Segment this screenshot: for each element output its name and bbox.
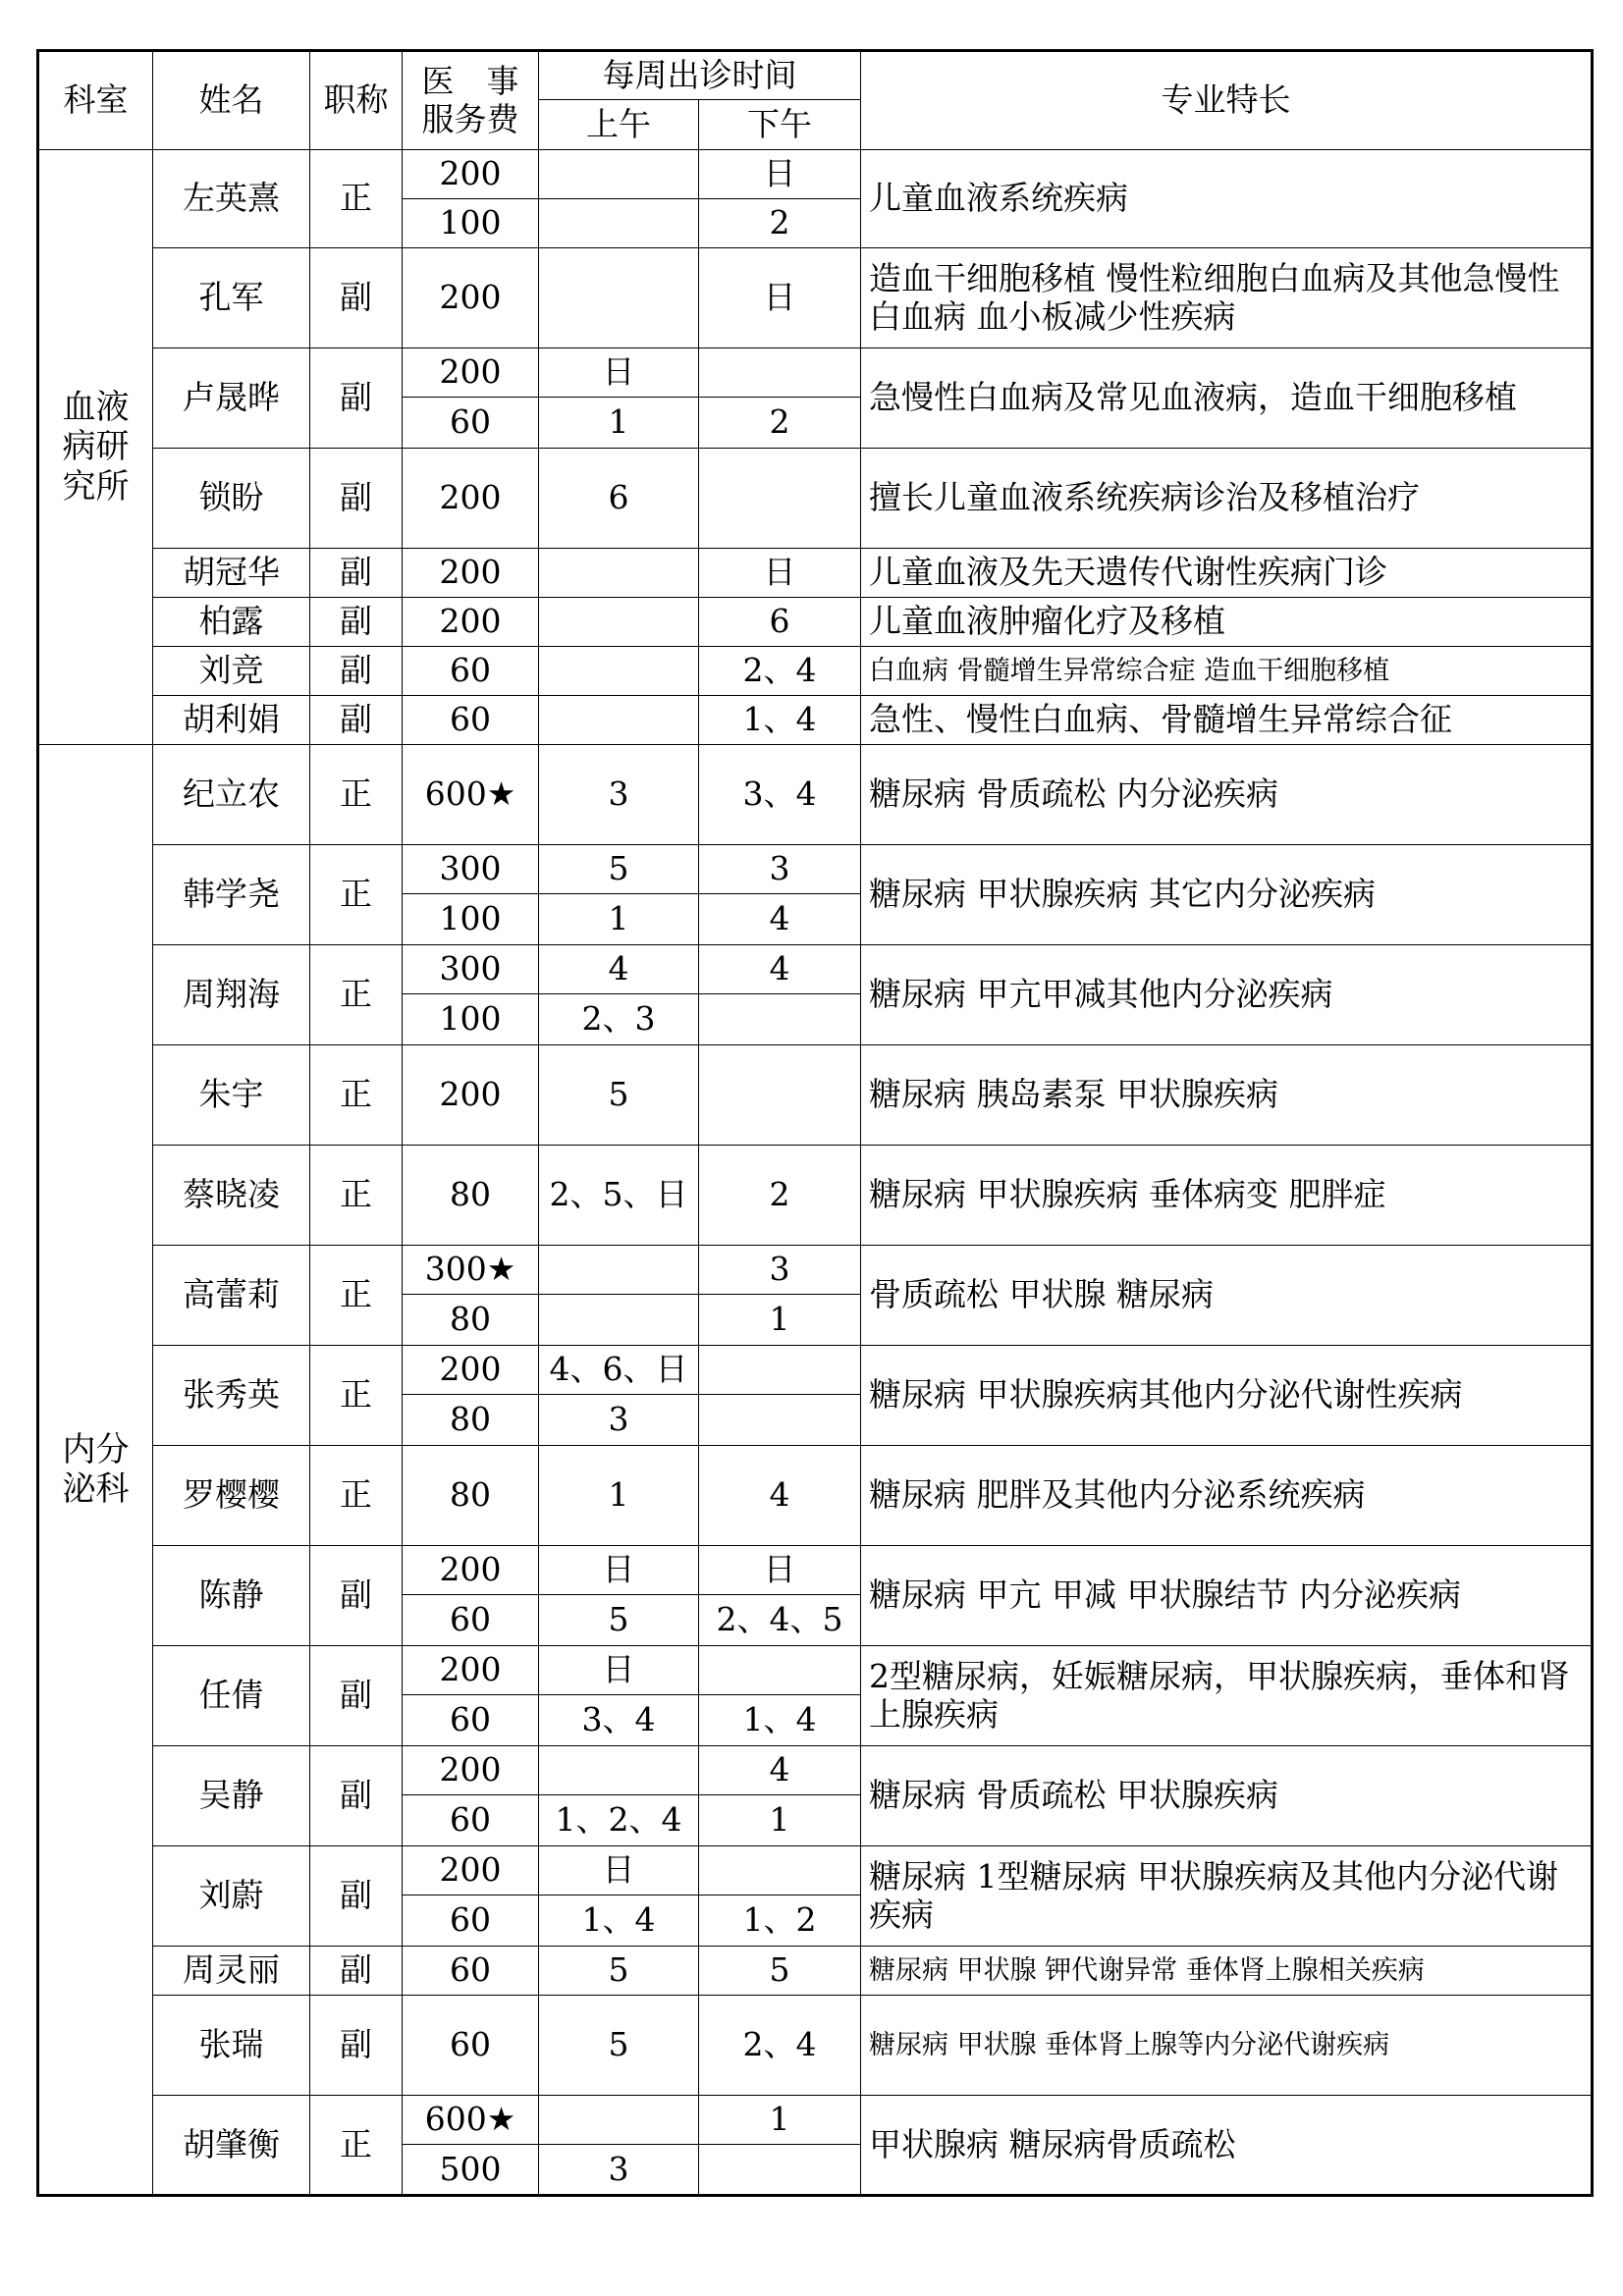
morning-schedule	[539, 647, 699, 696]
specialty: 糖尿病 肥胖及其他内分泌系统疾病	[861, 1446, 1593, 1546]
specialty: 糖尿病 甲亢甲减其他内分泌疾病	[861, 945, 1593, 1045]
morning-schedule	[539, 598, 699, 647]
table-row	[38, 1446, 1593, 1546]
doctor-name: 蔡晓凌	[153, 1146, 310, 1246]
table-row	[38, 696, 1593, 745]
specialty: 甲状腺病 糖尿病骨质疏松	[861, 2096, 1593, 2196]
morning-schedule: 3、4	[539, 1695, 699, 1746]
morning-schedule: 日	[539, 1546, 699, 1595]
morning-schedule: 4	[539, 945, 699, 994]
morning-schedule: 5	[539, 1045, 699, 1146]
service-fee: 60	[403, 1947, 539, 1996]
doctor-title: 正	[310, 150, 403, 248]
doctor-title: 副	[310, 348, 403, 449]
doctor-title: 正	[310, 945, 403, 1045]
morning-schedule: 3	[539, 2145, 699, 2196]
morning-schedule: 3	[539, 1395, 699, 1446]
afternoon-schedule	[699, 994, 861, 1045]
header-name: 姓名	[153, 51, 310, 150]
service-fee: 60	[403, 1695, 539, 1746]
table-row	[38, 1746, 1593, 1795]
table-row	[38, 1546, 1593, 1595]
morning-schedule: 1、2、4	[539, 1795, 699, 1846]
afternoon-schedule	[699, 449, 861, 549]
specialty: 擅长儿童血液系统疾病诊治及移植治疗	[861, 449, 1593, 549]
morning-schedule	[539, 199, 699, 248]
doctor-title: 副	[310, 1746, 403, 1846]
table-row	[38, 1996, 1593, 2096]
doctor-name: 柏露	[153, 598, 310, 647]
service-fee: 200	[403, 598, 539, 647]
afternoon-schedule: 2	[699, 398, 861, 449]
clinic-schedule-table	[36, 49, 1594, 2197]
specialty: 糖尿病 甲状腺疾病 垂体病变 肥胖症	[861, 1146, 1593, 1246]
doctor-title: 副	[310, 696, 403, 745]
doctor-name: 朱宇	[153, 1045, 310, 1146]
header-fee-line2: 服务费	[421, 99, 519, 138]
specialty: 急慢性白血病及常见血液病，造血干细胞移植	[861, 348, 1593, 449]
morning-schedule: 2、5、日	[539, 1146, 699, 1246]
doctor-title: 正	[310, 1246, 403, 1346]
table-row	[38, 745, 1593, 845]
table-row	[38, 1146, 1593, 1246]
morning-schedule	[539, 549, 699, 598]
afternoon-schedule: 日	[699, 150, 861, 199]
afternoon-schedule: 1、4	[699, 696, 861, 745]
specialty: 糖尿病 甲状腺 垂体肾上腺等内分泌代谢疾病	[861, 1996, 1593, 2096]
doctor-name: 任倩	[153, 1646, 310, 1746]
morning-schedule: 日	[539, 348, 699, 398]
afternoon-schedule	[699, 1846, 861, 1896]
service-fee: 60	[403, 647, 539, 696]
afternoon-schedule: 4	[699, 894, 861, 945]
table-row	[38, 2096, 1593, 2145]
afternoon-schedule	[699, 2145, 861, 2196]
specialty: 糖尿病 甲亢 甲减 甲状腺结节 内分泌疾病	[861, 1546, 1593, 1646]
specialty: 急性、慢性白血病、骨髓增生异常综合征	[861, 696, 1593, 745]
table-row	[38, 449, 1593, 549]
afternoon-schedule: 3	[699, 1246, 861, 1295]
service-fee: 60	[403, 1996, 539, 2096]
doctor-title: 副	[310, 1646, 403, 1746]
morning-schedule	[539, 696, 699, 745]
table-row	[38, 348, 1593, 398]
specialty: 2型糖尿病，妊娠糖尿病，甲状腺疾病，垂体和肾上腺疾病	[861, 1646, 1593, 1746]
doctor-name: 陈静	[153, 1546, 310, 1646]
morning-schedule: 1、4	[539, 1896, 699, 1947]
doctor-title: 副	[310, 1947, 403, 1996]
doctor-name: 罗樱樱	[153, 1446, 310, 1546]
specialty: 白血病 骨髓增生异常综合症 造血干细胞移植	[861, 647, 1593, 696]
service-fee: 300	[403, 845, 539, 894]
morning-schedule: 5	[539, 1947, 699, 1996]
table-row	[38, 248, 1593, 348]
service-fee: 600★	[403, 745, 539, 845]
table-row	[38, 1045, 1593, 1146]
service-fee: 200	[403, 1846, 539, 1896]
table-row	[38, 1246, 1593, 1295]
doctor-name: 韩学尧	[153, 845, 310, 945]
doctor-title: 副	[310, 549, 403, 598]
morning-schedule: 1	[539, 1446, 699, 1546]
morning-schedule: 3	[539, 745, 699, 845]
doctor-name: 胡冠华	[153, 549, 310, 598]
afternoon-schedule: 日	[699, 248, 861, 348]
afternoon-schedule: 2	[699, 199, 861, 248]
table-row	[38, 150, 1593, 199]
afternoon-schedule: 4	[699, 1446, 861, 1546]
morning-schedule: 日	[539, 1646, 699, 1695]
doctor-name: 张秀英	[153, 1346, 310, 1446]
doctor-title: 副	[310, 248, 403, 348]
morning-schedule	[539, 2096, 699, 2145]
service-fee: 200	[403, 1646, 539, 1695]
service-fee: 600★	[403, 2096, 539, 2145]
table-header	[38, 51, 1593, 150]
afternoon-schedule: 3、4	[699, 745, 861, 845]
doctor-name: 孔军	[153, 248, 310, 348]
table-row	[38, 647, 1593, 696]
table-row	[38, 1846, 1593, 1896]
service-fee: 200	[403, 1546, 539, 1595]
service-fee: 200	[403, 1746, 539, 1795]
table-row	[38, 549, 1593, 598]
service-fee: 200	[403, 1045, 539, 1146]
afternoon-schedule: 日	[699, 549, 861, 598]
doctor-name: 卢晟晔	[153, 348, 310, 449]
doctor-title: 正	[310, 1446, 403, 1546]
service-fee: 80	[403, 1446, 539, 1546]
specialty: 糖尿病 骨质疏松 内分泌疾病	[861, 745, 1593, 845]
table-row	[38, 1646, 1593, 1695]
doctor-name: 刘蔚	[153, 1846, 310, 1947]
service-fee: 200	[403, 348, 539, 398]
doctor-title: 副	[310, 598, 403, 647]
header-pm: 下午	[699, 100, 861, 150]
afternoon-schedule	[699, 1045, 861, 1146]
afternoon-schedule: 1	[699, 2096, 861, 2145]
doctor-title: 副	[310, 1996, 403, 2096]
service-fee: 80	[403, 1295, 539, 1346]
specialty: 儿童血液系统疾病	[861, 150, 1593, 248]
doctor-title: 正	[310, 2096, 403, 2196]
doctor-title: 副	[310, 1546, 403, 1646]
morning-schedule: 5	[539, 1595, 699, 1646]
specialty: 糖尿病 1型糖尿病 甲状腺疾病及其他内分泌代谢疾病	[861, 1846, 1593, 1947]
service-fee: 60	[403, 398, 539, 449]
header-fee	[403, 51, 539, 150]
morning-schedule: 4、6、日	[539, 1346, 699, 1395]
department-name: 内分泌科	[38, 745, 153, 2196]
doctor-name: 左英熹	[153, 150, 310, 248]
service-fee: 80	[403, 1395, 539, 1446]
morning-schedule: 2、3	[539, 994, 699, 1045]
morning-schedule: 5	[539, 845, 699, 894]
service-fee: 300	[403, 945, 539, 994]
service-fee: 60	[403, 1795, 539, 1846]
service-fee: 200	[403, 150, 539, 199]
morning-schedule	[539, 1746, 699, 1795]
afternoon-schedule: 6	[699, 598, 861, 647]
service-fee: 60	[403, 696, 539, 745]
doctor-title: 正	[310, 745, 403, 845]
specialty: 造血干细胞移植 慢性粒细胞白血病及其他急慢性白血病 血小板减少性疾病	[861, 248, 1593, 348]
table-row	[38, 598, 1593, 647]
afternoon-schedule: 1、4	[699, 1695, 861, 1746]
morning-schedule: 5	[539, 1996, 699, 2096]
afternoon-schedule	[699, 1646, 861, 1695]
header-fee-line1: 医 事	[421, 61, 519, 100]
specialty: 糖尿病 胰岛素泵 甲状腺疾病	[861, 1045, 1593, 1146]
doctor-title: 正	[310, 845, 403, 945]
afternoon-schedule: 1	[699, 1295, 861, 1346]
service-fee: 60	[403, 1896, 539, 1947]
morning-schedule	[539, 1246, 699, 1295]
table-row	[38, 1947, 1593, 1996]
afternoon-schedule	[699, 348, 861, 398]
doctor-name: 胡利娟	[153, 696, 310, 745]
service-fee: 200	[403, 449, 539, 549]
header-specialty: 专业特长	[861, 51, 1593, 150]
header-dept: 科室	[38, 51, 153, 150]
table-body	[38, 150, 1593, 2196]
doctor-title: 正	[310, 1346, 403, 1446]
afternoon-schedule: 1	[699, 1795, 861, 1846]
doctor-title: 正	[310, 1146, 403, 1246]
table-row	[38, 1346, 1593, 1395]
specialty: 骨质疏松 甲状腺 糖尿病	[861, 1246, 1593, 1346]
morning-schedule	[539, 1295, 699, 1346]
afternoon-schedule: 1、2	[699, 1896, 861, 1947]
service-fee: 100	[403, 199, 539, 248]
afternoon-schedule: 2、4、5	[699, 1595, 861, 1646]
doctor-name: 高蕾莉	[153, 1246, 310, 1346]
doctor-title: 副	[310, 647, 403, 696]
afternoon-schedule: 日	[699, 1546, 861, 1595]
header-schedule: 每周出诊时间	[539, 51, 861, 100]
afternoon-schedule	[699, 1395, 861, 1446]
doctor-title: 副	[310, 449, 403, 549]
header-am: 上午	[539, 100, 699, 150]
doctor-title: 副	[310, 1846, 403, 1947]
morning-schedule: 6	[539, 449, 699, 549]
service-fee: 200	[403, 248, 539, 348]
doctor-name: 张瑞	[153, 1996, 310, 2096]
table-row	[38, 845, 1593, 894]
doctor-name: 纪立农	[153, 745, 310, 845]
specialty: 糖尿病 甲状腺疾病 其它内分泌疾病	[861, 845, 1593, 945]
afternoon-schedule: 2	[699, 1146, 861, 1246]
morning-schedule: 日	[539, 1846, 699, 1896]
table-row	[38, 945, 1593, 994]
doctor-name: 刘竞	[153, 647, 310, 696]
afternoon-schedule: 5	[699, 1947, 861, 1996]
service-fee: 300★	[403, 1246, 539, 1295]
service-fee: 200	[403, 1346, 539, 1395]
afternoon-schedule: 3	[699, 845, 861, 894]
service-fee: 500	[403, 2145, 539, 2196]
service-fee: 60	[403, 1595, 539, 1646]
morning-schedule: 1	[539, 894, 699, 945]
specialty: 糖尿病 甲状腺疾病其他内分泌代谢性疾病	[861, 1346, 1593, 1446]
service-fee: 100	[403, 994, 539, 1045]
morning-schedule	[539, 248, 699, 348]
afternoon-schedule: 2、4	[699, 647, 861, 696]
doctor-name: 周灵丽	[153, 1947, 310, 1996]
specialty: 儿童血液肿瘤化疗及移植	[861, 598, 1593, 647]
service-fee: 80	[403, 1146, 539, 1246]
service-fee: 100	[403, 894, 539, 945]
header-title: 职称	[310, 51, 403, 150]
morning-schedule: 1	[539, 398, 699, 449]
doctor-name: 胡肇衡	[153, 2096, 310, 2196]
afternoon-schedule: 4	[699, 945, 861, 994]
doctor-name: 吴静	[153, 1746, 310, 1846]
service-fee: 200	[403, 549, 539, 598]
afternoon-schedule: 2、4	[699, 1996, 861, 2096]
doctor-name: 周翔海	[153, 945, 310, 1045]
specialty: 儿童血液及先天遗传代谢性疾病门诊	[861, 549, 1593, 598]
afternoon-schedule: 4	[699, 1746, 861, 1795]
specialty: 糖尿病 甲状腺 钾代谢异常 垂体肾上腺相关疾病	[861, 1947, 1593, 1996]
department-name: 血液病研究所	[38, 150, 153, 745]
morning-schedule	[539, 150, 699, 199]
specialty: 糖尿病 骨质疏松 甲状腺疾病	[861, 1746, 1593, 1846]
doctor-name: 锁盼	[153, 449, 310, 549]
doctor-title: 正	[310, 1045, 403, 1146]
afternoon-schedule	[699, 1346, 861, 1395]
